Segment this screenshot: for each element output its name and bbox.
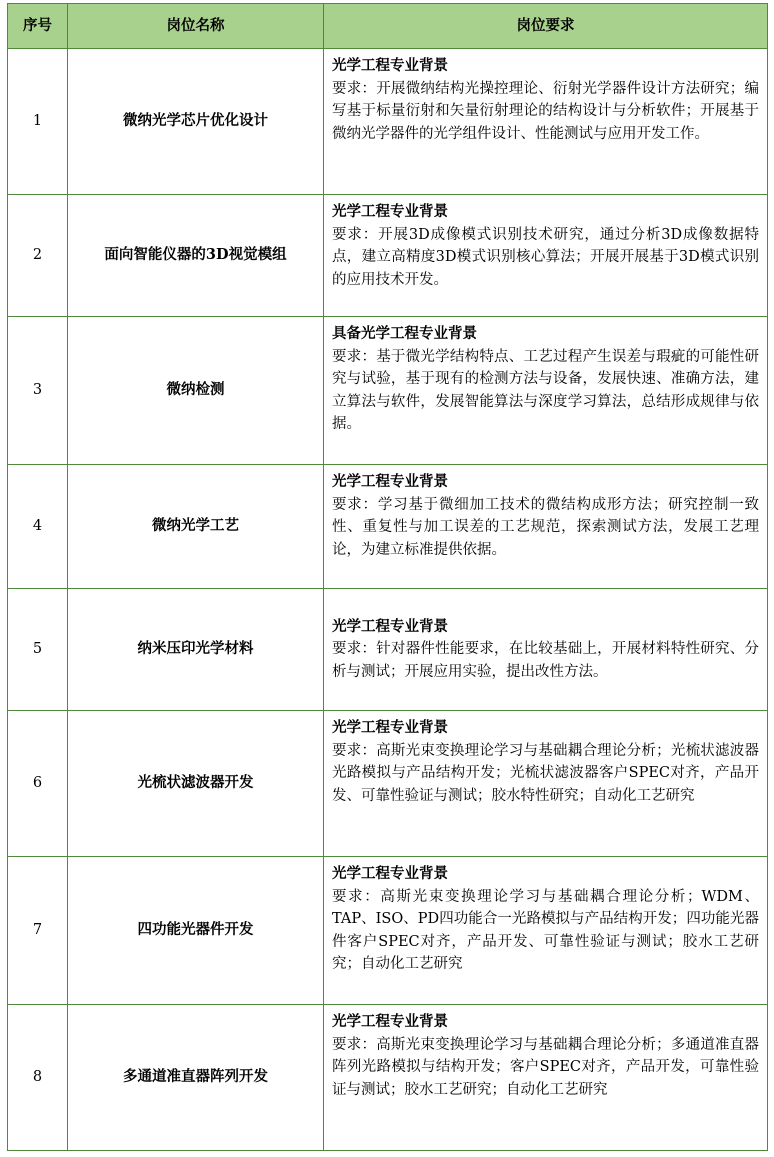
row-no: 5 [8, 589, 68, 711]
row-background: 具备光学工程专业背景 [332, 325, 477, 342]
job-requirements-table [7, 3, 768, 1151]
row-background: 光学工程专业背景 [332, 203, 448, 220]
row-background: 光学工程专业背景 [332, 57, 448, 74]
table-row [8, 711, 768, 857]
row-requirement: 要求：高斯光束变换理论学习与基础耦合理论分析；WDM、TAP、ISO、PD四功能合一光路模拟与产品结构开发；四功能光器件客户SPEC对齐，产品开发、可靠性验证与测试；胶水工艺研究；自动化工艺研究 [332, 888, 759, 972]
table-row [8, 317, 768, 465]
row-title: 四功能光器件开发 [68, 857, 324, 1005]
row-no: 3 [8, 317, 68, 465]
row-requirement-cell [324, 317, 768, 465]
row-title: 面向智能仪器的3D视觉模组 [68, 195, 324, 317]
row-background: 光学工程专业背景 [332, 617, 448, 635]
table-row [8, 589, 768, 711]
row-title: 微纳光学工艺 [68, 465, 324, 589]
row-requirement: 要求：高斯光束变换理论学习与基础耦合理论分析；多通道准直器阵列光路模拟与结构开发；客户SPEC对齐，产品开发，可靠性验证与测试；胶水工艺研究；自动化工艺研究 [332, 1036, 759, 1098]
row-no: 1 [8, 49, 68, 195]
row-requirement-cell [324, 857, 768, 1005]
row-title: 微纳检测 [68, 317, 324, 465]
table-row [8, 1005, 768, 1151]
row-background: 光学工程专业背景 [332, 1013, 448, 1030]
row-no: 6 [8, 711, 68, 857]
row-title: 微纳光学芯片优化设计 [68, 49, 324, 195]
row-no: 8 [8, 1005, 68, 1151]
row-requirement-cell [324, 1005, 768, 1151]
row-requirement: 要求：开展微纳结构光操控理论、衍射光学器件设计方法研究；编写基于标量衍射和矢量衍射理论的结构设计与分析软件；开展基于微纳光学器件的光学组件设计、性能测试与应用开发工作。 [332, 80, 759, 142]
row-requirement: 要求：针对器件性能要求，在比较基础上，开展材料特性研究、分析与测试；开展应用实验，提出改性方法。 [332, 641, 759, 680]
row-title: 光梳状滤波器开发 [68, 711, 324, 857]
row-requirement-cell [324, 195, 768, 317]
row-background: 光学工程专业背景 [332, 719, 448, 736]
row-background: 光学工程专业背景 [332, 473, 448, 490]
row-requirement-cell [324, 711, 768, 857]
row-requirement: 要求：高斯光束变换理论学习与基础耦合理论分析；光梳状滤波器光路模拟与产品结构开发；光梳状滤波器客户SPEC对齐，产品开发、可靠性验证与测试；胶水特性研究；自动化工艺研究 [332, 742, 759, 804]
row-requirement-cell [324, 465, 768, 589]
row-title: 多通道准直器阵列开发 [68, 1005, 324, 1151]
row-requirement-cell [324, 49, 768, 195]
row-no: 2 [8, 195, 68, 317]
row-requirement: 要求：开展3D成像模式识别技术研究，通过分析3D成像数据特点，建立高精度3D模式识别核心算法；开展开展基于3D模式识别的应用技术开发。 [332, 226, 759, 288]
row-no: 4 [8, 465, 68, 589]
row-background: 光学工程专业背景 [332, 865, 448, 882]
header-no: 序号 [8, 4, 68, 49]
table-header-row [8, 4, 768, 49]
table-row [8, 49, 768, 195]
row-no: 7 [8, 857, 68, 1005]
header-requirement: 岗位要求 [324, 4, 768, 49]
table-row [8, 857, 768, 1005]
row-requirement: 要求：学习基于微细加工技术的微结构成形方法；研究控制一致性、重复性与加工误差的工艺规范，探索测试方法，发展工艺理论，为建立标准提供依据。 [332, 496, 759, 558]
row-title: 纳米压印光学材料 [68, 589, 324, 711]
table-row [8, 465, 768, 589]
table-row [8, 195, 768, 317]
row-requirement: 要求：基于微光学结构特点、工艺过程产生误差与瑕疵的可能性研究与试验，基于现有的检测方法与设备，发展快速、准确方法，建立算法与软件，发展智能算法与深度学习算法，总结形成规律与依据。 [332, 348, 759, 432]
row-requirement-cell [324, 589, 768, 711]
header-title: 岗位名称 [68, 4, 324, 49]
